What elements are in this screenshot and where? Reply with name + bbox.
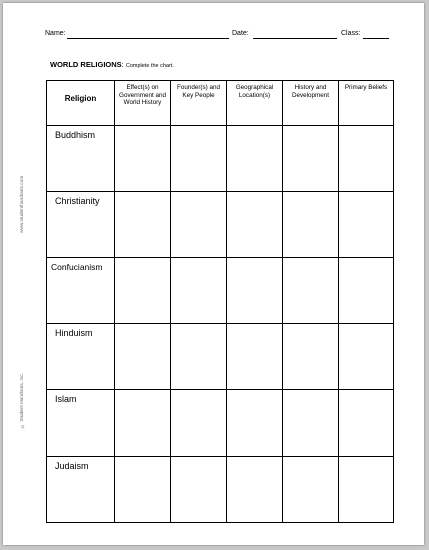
answer-cell[interactable] [339,390,393,456]
answer-cell[interactable] [171,324,227,389]
instructions-text: Complete the chart. [125,63,174,69]
religion-name: Christianity [47,192,115,257]
answer-cell[interactable] [227,324,283,389]
answer-cell[interactable] [227,258,283,323]
answer-cell[interactable] [339,192,393,257]
column-header-effects: Effect(s) on Government and World History [115,81,171,125]
religion-name: Confucianism [47,258,115,323]
answer-cell[interactable] [115,258,171,323]
table-row [47,126,393,192]
world-religions-chart [46,80,394,523]
answer-cell[interactable] [115,457,171,522]
column-header-geography: Geographical Location(s) [227,81,283,125]
answer-cell[interactable] [171,126,227,191]
worksheet-page [3,3,424,545]
side-copyright: © Student Handouts, Inc. [20,372,25,428]
class-blank[interactable] [363,38,389,39]
religion-name: Islam [47,390,115,456]
answer-cell[interactable] [283,192,339,257]
answer-cell[interactable] [283,390,339,456]
answer-cell[interactable] [171,192,227,257]
answer-cell[interactable] [227,457,283,522]
name-label: Name: [45,30,66,37]
answer-cell[interactable] [283,258,339,323]
answer-cell[interactable] [227,390,283,456]
student-info-line [45,30,395,44]
religion-name: Buddhism [47,126,115,191]
worksheet-title: WORLD RELIGIONS [50,60,122,69]
answer-cell[interactable] [115,390,171,456]
table-row [47,390,393,457]
column-header-religion: Religion [47,81,115,125]
answer-cell[interactable] [171,390,227,456]
table-row [47,324,393,390]
date-blank[interactable] [253,38,337,39]
answer-cell[interactable] [115,192,171,257]
answer-cell[interactable] [227,126,283,191]
table-row [47,258,393,324]
religion-name: Hinduism [47,324,115,389]
answer-cell[interactable] [283,324,339,389]
answer-cell[interactable] [227,192,283,257]
name-blank[interactable] [67,38,229,39]
column-header-beliefs: Primary Beliefs [344,84,388,91]
answer-cell[interactable] [115,126,171,191]
table-row [47,192,393,258]
table-header-row [47,81,393,126]
column-header-history: History and Development [283,81,339,125]
answer-cell[interactable] [339,324,393,389]
class-label: Class: [341,30,361,37]
date-label: Date: [232,30,249,37]
answer-cell[interactable] [339,457,393,522]
table-row [47,457,393,522]
answer-cell[interactable] [171,258,227,323]
answer-cell[interactable] [339,258,393,323]
answer-cell[interactable] [171,457,227,522]
religion-name: Judaism [47,457,115,522]
side-url: www.studenthandouts.com [20,175,25,233]
answer-cell[interactable] [339,126,393,191]
answer-cell[interactable] [115,324,171,389]
answer-cell[interactable] [283,457,339,522]
answer-cell[interactable] [283,126,339,191]
instructions: WORLD RELIGIONS: Complete the chart. [50,60,174,69]
column-header-founders: Founder(s) and Key People [171,81,227,125]
